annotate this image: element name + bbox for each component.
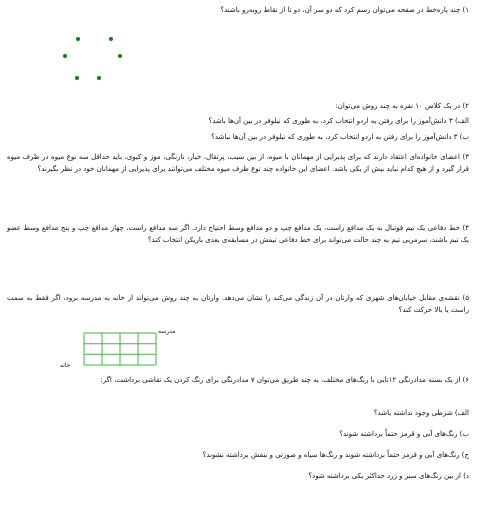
school-label: مدرسه <box>158 328 176 335</box>
question-2: ۲) در یک کلاس ۱۰ نفره به چند روش می‌توان: <box>335 102 469 110</box>
home-label: خانه <box>60 362 71 369</box>
question-1: ۱) چند پاره‌خط در صفحه می‌توان رسم کرد که دو سر آن، دو تا از نقاط روبه‌رو باشند؟ <box>220 6 469 14</box>
point <box>109 37 113 41</box>
question-5: ۵) نقشه‌ی مقابل خیابان‌های شهری که وارتان در آن زندگی می‌کند را نشان می‌دهد. وارتان به چند روش می‌تواند از خانه به مدرسه برود، اگر فقط به سمت راست یا بالا حرکت کند؟ <box>7 294 469 314</box>
question-6-part-b: ب) رنگ‌های آبی و قرمز حتماً برداشته شوند؟ <box>339 430 469 438</box>
points-figure <box>55 34 125 84</box>
street-map-grid <box>60 328 176 371</box>
point <box>76 37 80 41</box>
question-6-part-a: الف) شرطی وجود نداشته باشد؟ <box>373 409 469 417</box>
point <box>118 54 122 58</box>
point <box>97 76 101 80</box>
question-6-part-d: د) از بین رنگ‌های سبز و زرد حداکثر یکی برداشته شود؟ <box>308 472 469 480</box>
point <box>63 54 67 58</box>
question-3: ۳) اعضای خانواده‌ای اعتقاد دارند که برای پذیرایی از مهمانان با میوه، از بین سیب، پرتقال، خیار، نارنگی، موز و کیوی، باید حداقل سه نوع میوه در ظرف میوه قرار گیرد و از هیچ کدام نباید بیش از یکی باشد. اعضای این خانواده چند نوع ظرف میوه مختلف می‌توانند برای پذیرایی از مهمانان خود در نظر بگیرند؟ <box>7 153 469 173</box>
question-6: ۶) از یک بسته مدادرنگی ۱۲تایی با رنگ‌های مختلف، به چند طریق می‌توان ۷ مدادرنگی برای رنگ کردن یک نقاشی برداشت، اگر: <box>100 376 469 384</box>
question-4: ۴) خط دفاعی یک تیم فوتبال به یک مدافع راست، یک مدافع چپ و دو مدافع وسط احتیاج دارد. اگر سه مدافع راست، چهار مدافع چپ و پنج مدافع وسط عضو یک تیم باشند، سرمربی تیم به چند حالت می‌تواند برای خط دفاعی تیمش در مسابقه‌ی بعدی بازیکن انتخاب کند؟ <box>7 224 469 244</box>
question-6-part-c: ج) رنگ‌های آبی و قرمز حتماً برداشته شوند و رنگ‌ها سیاه و صورتی و بنفش برداشته نشوند؟ <box>202 451 469 459</box>
point <box>75 76 79 80</box>
question-2-part-a: الف) ۳ دانش‌آموز را برای رفتن به اردو انتخاب کرد، به طوری که نیلوفر در بین آن‌ها باشد؟ <box>208 117 469 125</box>
grid-svg <box>72 331 168 371</box>
question-2-part-b: ب) ۳ دانش‌آموز را برای رفتن به اردو انتخاب کرد، به طوری که نیلوفر در بین آن‌ها نباشد؟ <box>211 133 469 141</box>
